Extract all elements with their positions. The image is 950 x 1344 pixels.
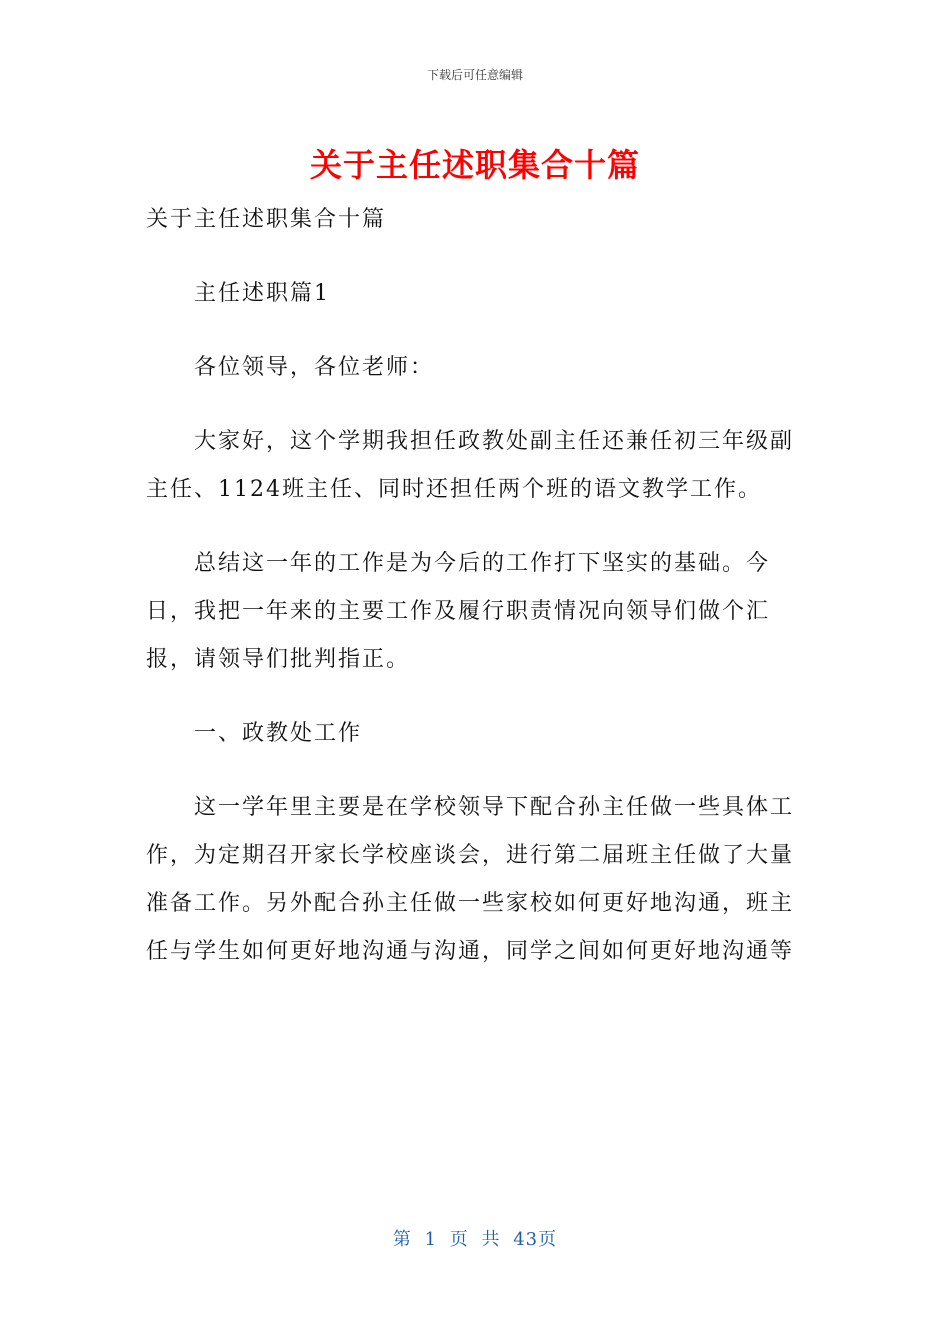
- page-number: 第 1 页 共 43页: [392, 1229, 558, 1250]
- paragraph-work-detail: 这一学年里主要是在学校领导下配合孙主任做一些具体工作，为定期召开家长学校座谈会，进行第二届班主任做了大量准备工作。另外配合孙主任做一些家校如何更好地沟通，班主任与学生如何更好地沟通与沟通，同学之间如何更好地沟通等: [146, 795, 795, 964]
- paragraph-subtitle: 关于主任述职集合十篇: [146, 207, 387, 232]
- paragraph-summary: 总结这一年的工作是为今后的工作打下坚实的基础。今日，我把一年来的主要工作及履行职责情况向领导们做个汇报，请领导们批判指正。: [146, 551, 771, 672]
- paragraph-section-heading: 主任述职篇1: [194, 281, 330, 306]
- document-title: 关于主任述职集合十篇: [309, 146, 640, 184]
- paragraph-salutation: 各位领导，各位老师：: [194, 355, 435, 380]
- paragraph-subheading: 一、政教处工作: [194, 721, 363, 746]
- page-header-note: 下载后可任意编辑: [426, 68, 523, 82]
- document-body: [146, 196, 806, 1002]
- paragraph-intro: 大家好，这个学期我担任政教处副主任还兼任初三年级副主任、1124班主任、同时还担任两个班的语文教学工作。: [146, 429, 795, 502]
